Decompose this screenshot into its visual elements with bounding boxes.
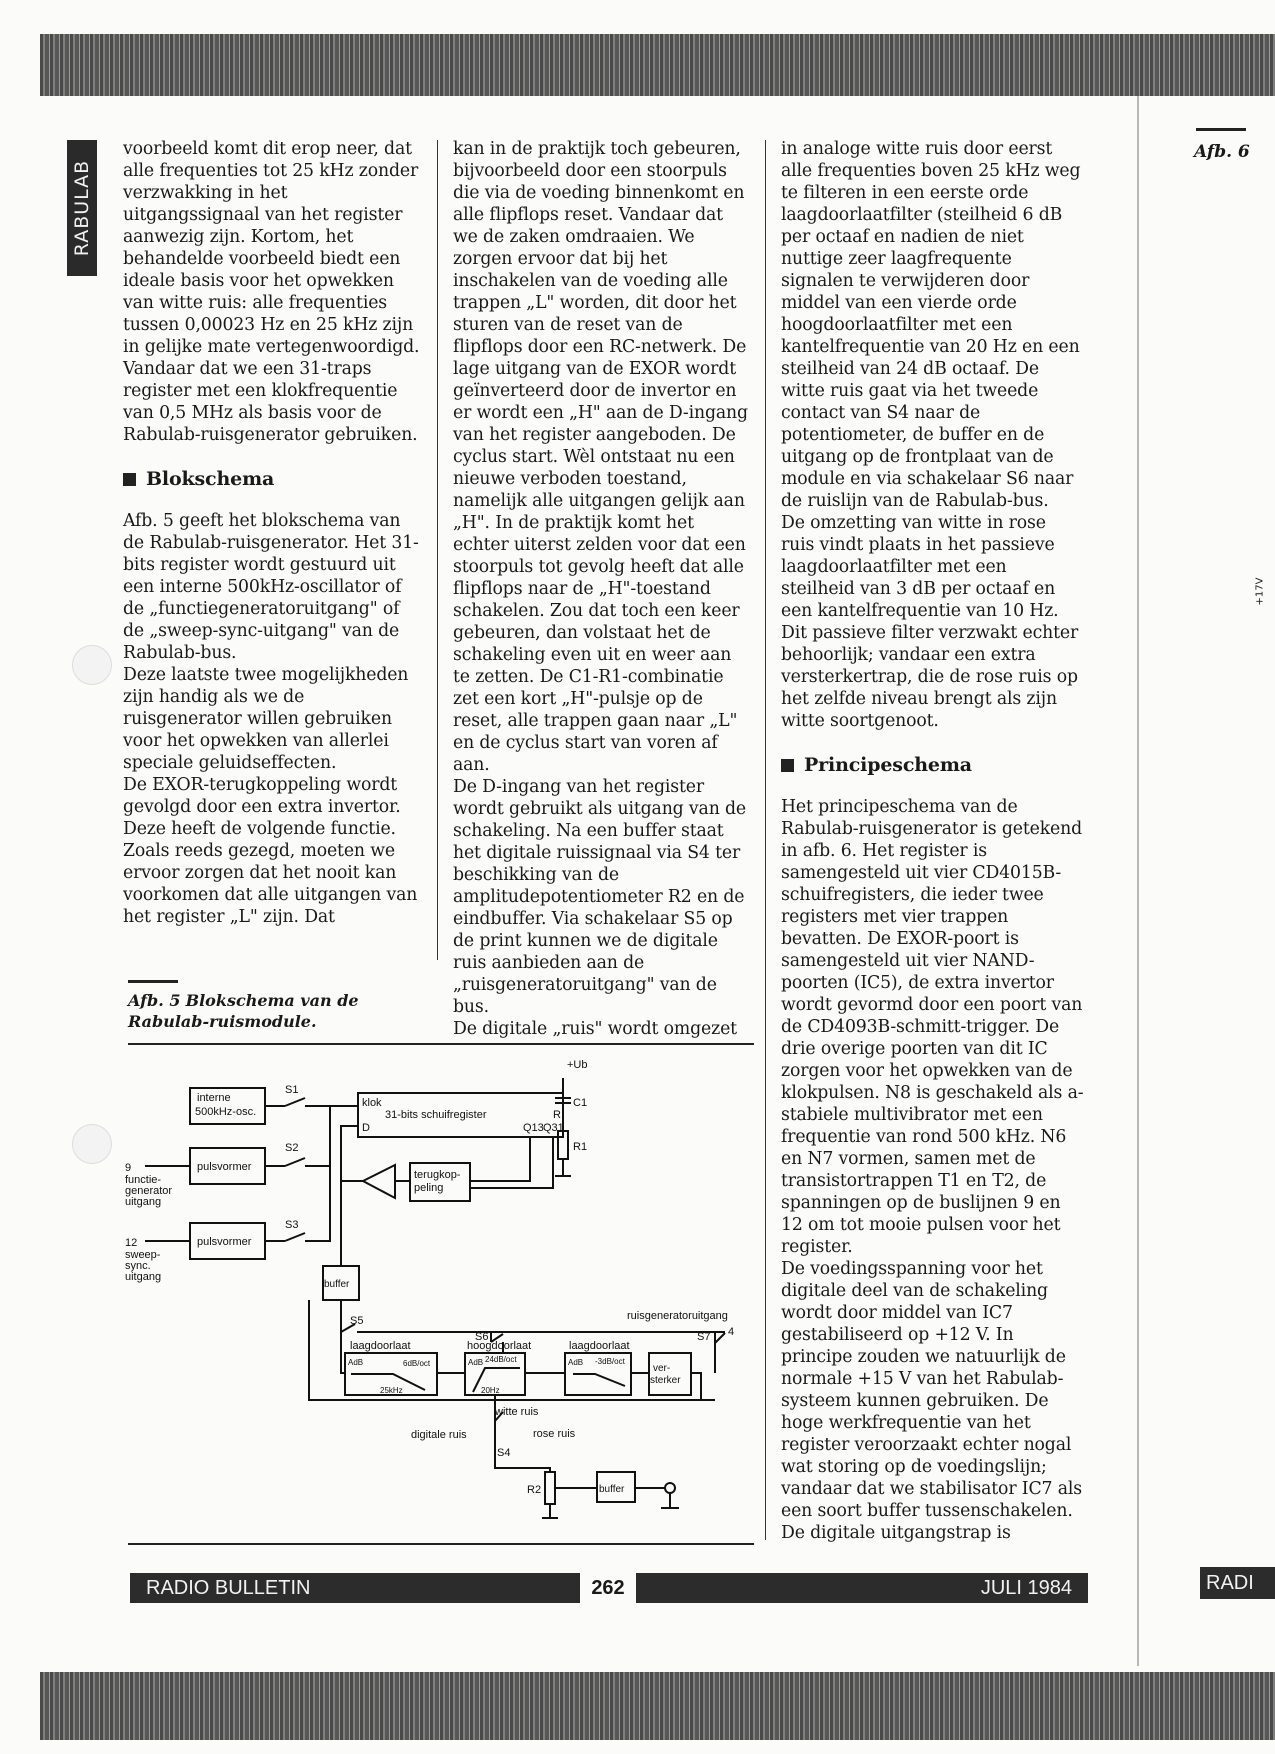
caption-label: Afb. 5 <box>128 991 181 1010</box>
diagram-label: buffer <box>599 1484 625 1495</box>
column-rule <box>765 140 766 1540</box>
paragraph: voorbeeld komt dit erop neer, dat alle frequenties tot 25 kHz zonder verzwakking in het uitgangssignaal van het register aanwezig zijn. Kortom, het behandelde voorbeeld biedt een ideale basis voor het opwekken van witte ruis: alle frequenties tussen 0,00023 Hz en 25 kHz zijn in gelijke mate vertegenwoordigd. Vandaar dat we een 31-traps register met een klokfrequentie van 0,5 MHz als basis voor de Rabulab-ruisgenerator gebruiken. <box>123 139 420 445</box>
diagram-label: 24dB/oct <box>485 1355 517 1364</box>
s2-switch <box>285 1158 305 1166</box>
diagram-label: Q31 <box>543 1122 564 1134</box>
section-heading-principeschema: Principeschema <box>781 754 1084 776</box>
s7-switch <box>715 1333 725 1343</box>
diagram-label: AdB <box>568 1358 584 1367</box>
diagram-label: R1 <box>573 1141 588 1153</box>
diagram-label: pulsvormer <box>197 1161 252 1173</box>
paragraph: in analoge witte ruis door eerst alle frequenties boven 25 kHz weg te filteren in een eerste orde laagdoorlaatfilter (steilheid 6 dB per octaaf en nadien de niet nuttige zeer laagfrequente signalen te verwijderen door middel van een vierde orde hoogdoorlaatfilter met een kantelfrequentie van 20 Hz en een steilheid van 24 dB octaaf. De witte ruis gaat via het tweede contact van S4 naar de potentiometer, de buffer en de uitgang op de frontplaat van de module en via schakelaar S6 naar de ruislijn van de Rabulab-bus. <box>781 139 1081 511</box>
footer-publication <box>130 1573 580 1603</box>
column-rule <box>437 140 438 960</box>
diagram-label: rose ruis <box>533 1428 576 1440</box>
diagram-label: D <box>362 1122 370 1134</box>
bullet-square-icon <box>123 473 136 486</box>
diagram-label: hoogdoorlaat <box>467 1340 532 1352</box>
diagram-label: sweep- <box>125 1249 161 1261</box>
s1-switch <box>285 1098 305 1106</box>
diagram-label: functie- <box>125 1174 162 1186</box>
footer-date <box>636 1573 1088 1603</box>
section-heading-blokschema: Blokschema <box>123 468 423 490</box>
section-tab <box>67 140 97 276</box>
lowpass-curve-2 <box>573 1374 625 1386</box>
paragraph: Deze laatste twee mogelijkheden zijn handig als we de ruisgenerator willen gebruiken voor het opwekken van allerlei speciale geluidseffecten. <box>123 665 409 773</box>
edge-label: +17V <box>1254 577 1266 606</box>
diagram-label: 4 <box>728 1326 735 1338</box>
paragraph: De EXOR-terugkoppeling wordt gevolgd door een extra invertor. Deze heeft de volgende functie. Zoals reeds gezegd, moeten we ervoor zorgen dat het nooit kan voorkomen dat alle uitgangen van het register „L" zijn. Dat <box>123 775 418 927</box>
scan-edge-bottom <box>40 1672 1275 1740</box>
paragraph: kan in de praktijk toch gebeuren, bijvoorbeeld door een stoorpuls die via de voeding binnenkomt en alle flipflops reset. Vandaar dat we de zaken omdraaien. We zorgen ervoor dat bij het inschakelen van de voeding alle trappen „L" worden, dit door het sturen van de reset van de flipflops door een RC-netwerk. De lage uitgang van de EXOR wordt geïnverteerd door de invertor en er wordt een „H" aan de D-ingang van het register aangeboden. De cyclus start. Wèl ontstaat nu een nieuwe verboden toestand, namelijk alle uitgangen gelijk aan „H". In de praktijk komt het echter uiterst zelden voor dat een stoorpuls tot gevolg heeft dat alle flipflops naar de „H"-toestand schakelen. Zou dat toch een keer gebeuren, dan volstaat het de schakeling even uit en weer aan te zetten. De C1-R1-combinatie zet een kort „H"-pulsje op de reset, alle trappen gaan naar „L" en de cyclus start van voren af aan. <box>453 139 748 775</box>
paragraph: Het principeschema van de Rabulab-ruisgenerator is getekend in afb. 6. Het register is samengesteld uit vier CD4015B-schuifregisters, die ieder twee registers met vier trappen bevatten. De EXOR-poort is samengesteld uit vier NAND-poorten (IC5), de extra invertor wordt gevormd door een poort van de CD4093B-schmitt-trigger. De drie overige poorten van dit IC zorgen voor het opwekken van de klokpulsen. N8 is geschakeld als a-stabiele multivibrator met een frequentie van rond 500 kHz. N6 en N7 vormen, samen met de transistortrappen T1 en T2, de spanningen op de buslijnen 9 en 12 om tot mooie pulsen voor het register. <box>781 797 1084 1257</box>
diagram-label: S6 <box>475 1331 489 1343</box>
caption-text: Blokschema van de Rabulab-ruismodule. <box>128 991 359 1031</box>
diagram-label: S2 <box>285 1142 299 1154</box>
footer-publication-label: RADIO BULLETIN <box>146 1576 311 1599</box>
diagram-label: ver- <box>653 1363 671 1374</box>
diagram-label: R2 <box>527 1484 542 1496</box>
diagram-label: -3dB/oct <box>595 1357 625 1366</box>
punch-hole <box>72 645 112 685</box>
diagram-label: sync. <box>125 1260 151 1272</box>
diagram-label: +Ub <box>567 1059 588 1071</box>
diagram-label: terugkop- <box>414 1169 461 1181</box>
diagram-label: S7 <box>697 1331 711 1343</box>
diagram-label: S5 <box>350 1315 364 1327</box>
amplifier-box <box>649 1353 691 1395</box>
diagram-label: Q13 <box>523 1122 544 1134</box>
diagram-label: generator <box>125 1185 173 1197</box>
figure-bottom-rule <box>128 1543 754 1545</box>
diagram-label: uitgang <box>125 1271 162 1283</box>
block-diagram <box>125 1038 760 1538</box>
paragraph: Afb. 5 geeft het blokschema van de Rabulab-ruisgenerator. Het 31-bits register wordt gestuurd uit een interne 500kHz-oscillator of de „functiegeneratoruitgang" of de „sweep-sync-uitgang" van de Rabulab-bus. <box>123 511 419 663</box>
diagram-label: AdB <box>468 1358 484 1367</box>
diagram-label: S1 <box>285 1084 299 1096</box>
diagram-label: uitgang <box>125 1196 162 1208</box>
paragraph: De omzetting van witte in rose ruis vindt plaats in het passieve laagdoorlaatfilter met een steilheid van 3 dB per octaaf en een kantelfrequentie van 10 Hz. Dit passieve filter verzwakt echter behoorlijk; vandaar een extra versterkertrap, die de rose ruis op het zelfde niveau brengt als zijn witte soortgenoot. <box>781 513 1079 731</box>
footer-date-label: JULI 1984 <box>980 1576 1072 1599</box>
diagram-label: pulsvormer <box>197 1236 252 1248</box>
diagram-label: interne <box>197 1092 231 1104</box>
inverter-symbol <box>363 1165 395 1198</box>
text-column-2 <box>453 138 753 1040</box>
diagram-label: ruisgeneratoruitgang <box>627 1310 728 1322</box>
section-tab-label: RABULAB <box>71 159 93 257</box>
diagram-label: S4 <box>497 1447 511 1459</box>
caption-rule <box>128 980 178 983</box>
diagram-label: 31-bits schuifregister <box>385 1109 487 1121</box>
diagram-label: buffer <box>324 1279 350 1290</box>
diagram-label: C1 <box>573 1097 588 1109</box>
r2-potentiometer <box>545 1472 555 1504</box>
next-page-tab: RADI <box>1200 1567 1275 1599</box>
diagram-label: 6dB/oct <box>403 1359 431 1368</box>
bullet-square-icon <box>781 759 794 772</box>
figure-caption <box>128 990 428 1032</box>
diagram-label: sterker <box>650 1375 681 1386</box>
paragraph: De digitale „ruis" wordt omgezet <box>453 1019 737 1039</box>
diagram-label: 500kHz-osc. <box>195 1106 257 1118</box>
diagram-label: klok <box>362 1097 382 1109</box>
diagram-label: R <box>553 1109 561 1121</box>
diagram-label: digitale ruis <box>411 1429 467 1441</box>
punch-hole <box>72 1124 112 1164</box>
diagram-label: 25kHz <box>380 1386 403 1395</box>
afb6-label: Afb. 6 <box>1194 142 1250 162</box>
page-number: 262 <box>591 1576 625 1599</box>
diagram-label: peling <box>414 1182 444 1194</box>
diagram-label: witte ruis <box>495 1406 539 1418</box>
s3-switch <box>285 1233 305 1241</box>
diagram-label: 9 <box>125 1162 132 1174</box>
diagram-label: laagdoorlaat <box>350 1340 411 1352</box>
text-column-1 <box>123 138 423 928</box>
scan-edge-top <box>40 34 1275 96</box>
text-column-3 <box>781 138 1084 1544</box>
diagram-label: laagdoorlaat <box>569 1340 630 1352</box>
diagram-label: 12 <box>125 1237 138 1249</box>
paragraph: De D-ingang van het register wordt gebruikt als uitgang van de schakeling. Na een buffer staat het digitale ruissignaal via S4 ter beschikking van de amplitudepotentiometer R2 en de eindbuffer. Via schakelaar S5 op de print kunnen we de digitale ruis aanbieden aan de „ruisgeneratoruitgang" van de bus. <box>453 777 747 1017</box>
afb6-rule <box>1196 128 1246 131</box>
diagram-label: 20Hz <box>481 1386 500 1395</box>
page-edge <box>1137 96 1139 1666</box>
diagram-label: AdB <box>348 1358 364 1367</box>
diagram-label: S3 <box>285 1219 299 1231</box>
paragraph: De voedingsspanning voor het digitale deel van de schakeling wordt door middel van IC7 gestabiliseerd op +12 V. In principe zouden we natuurlijk de normale +15 V van het Rabulab-systeem kunnen gebruiken. De hoge werkfrequentie van het register veroorzaakt echter nogal wat storing op de voedingslijn; vandaar dat we stabilisator IC7 als een soort buffer tussenschakelen. De digitale uitgangstrap is <box>781 1259 1082 1543</box>
